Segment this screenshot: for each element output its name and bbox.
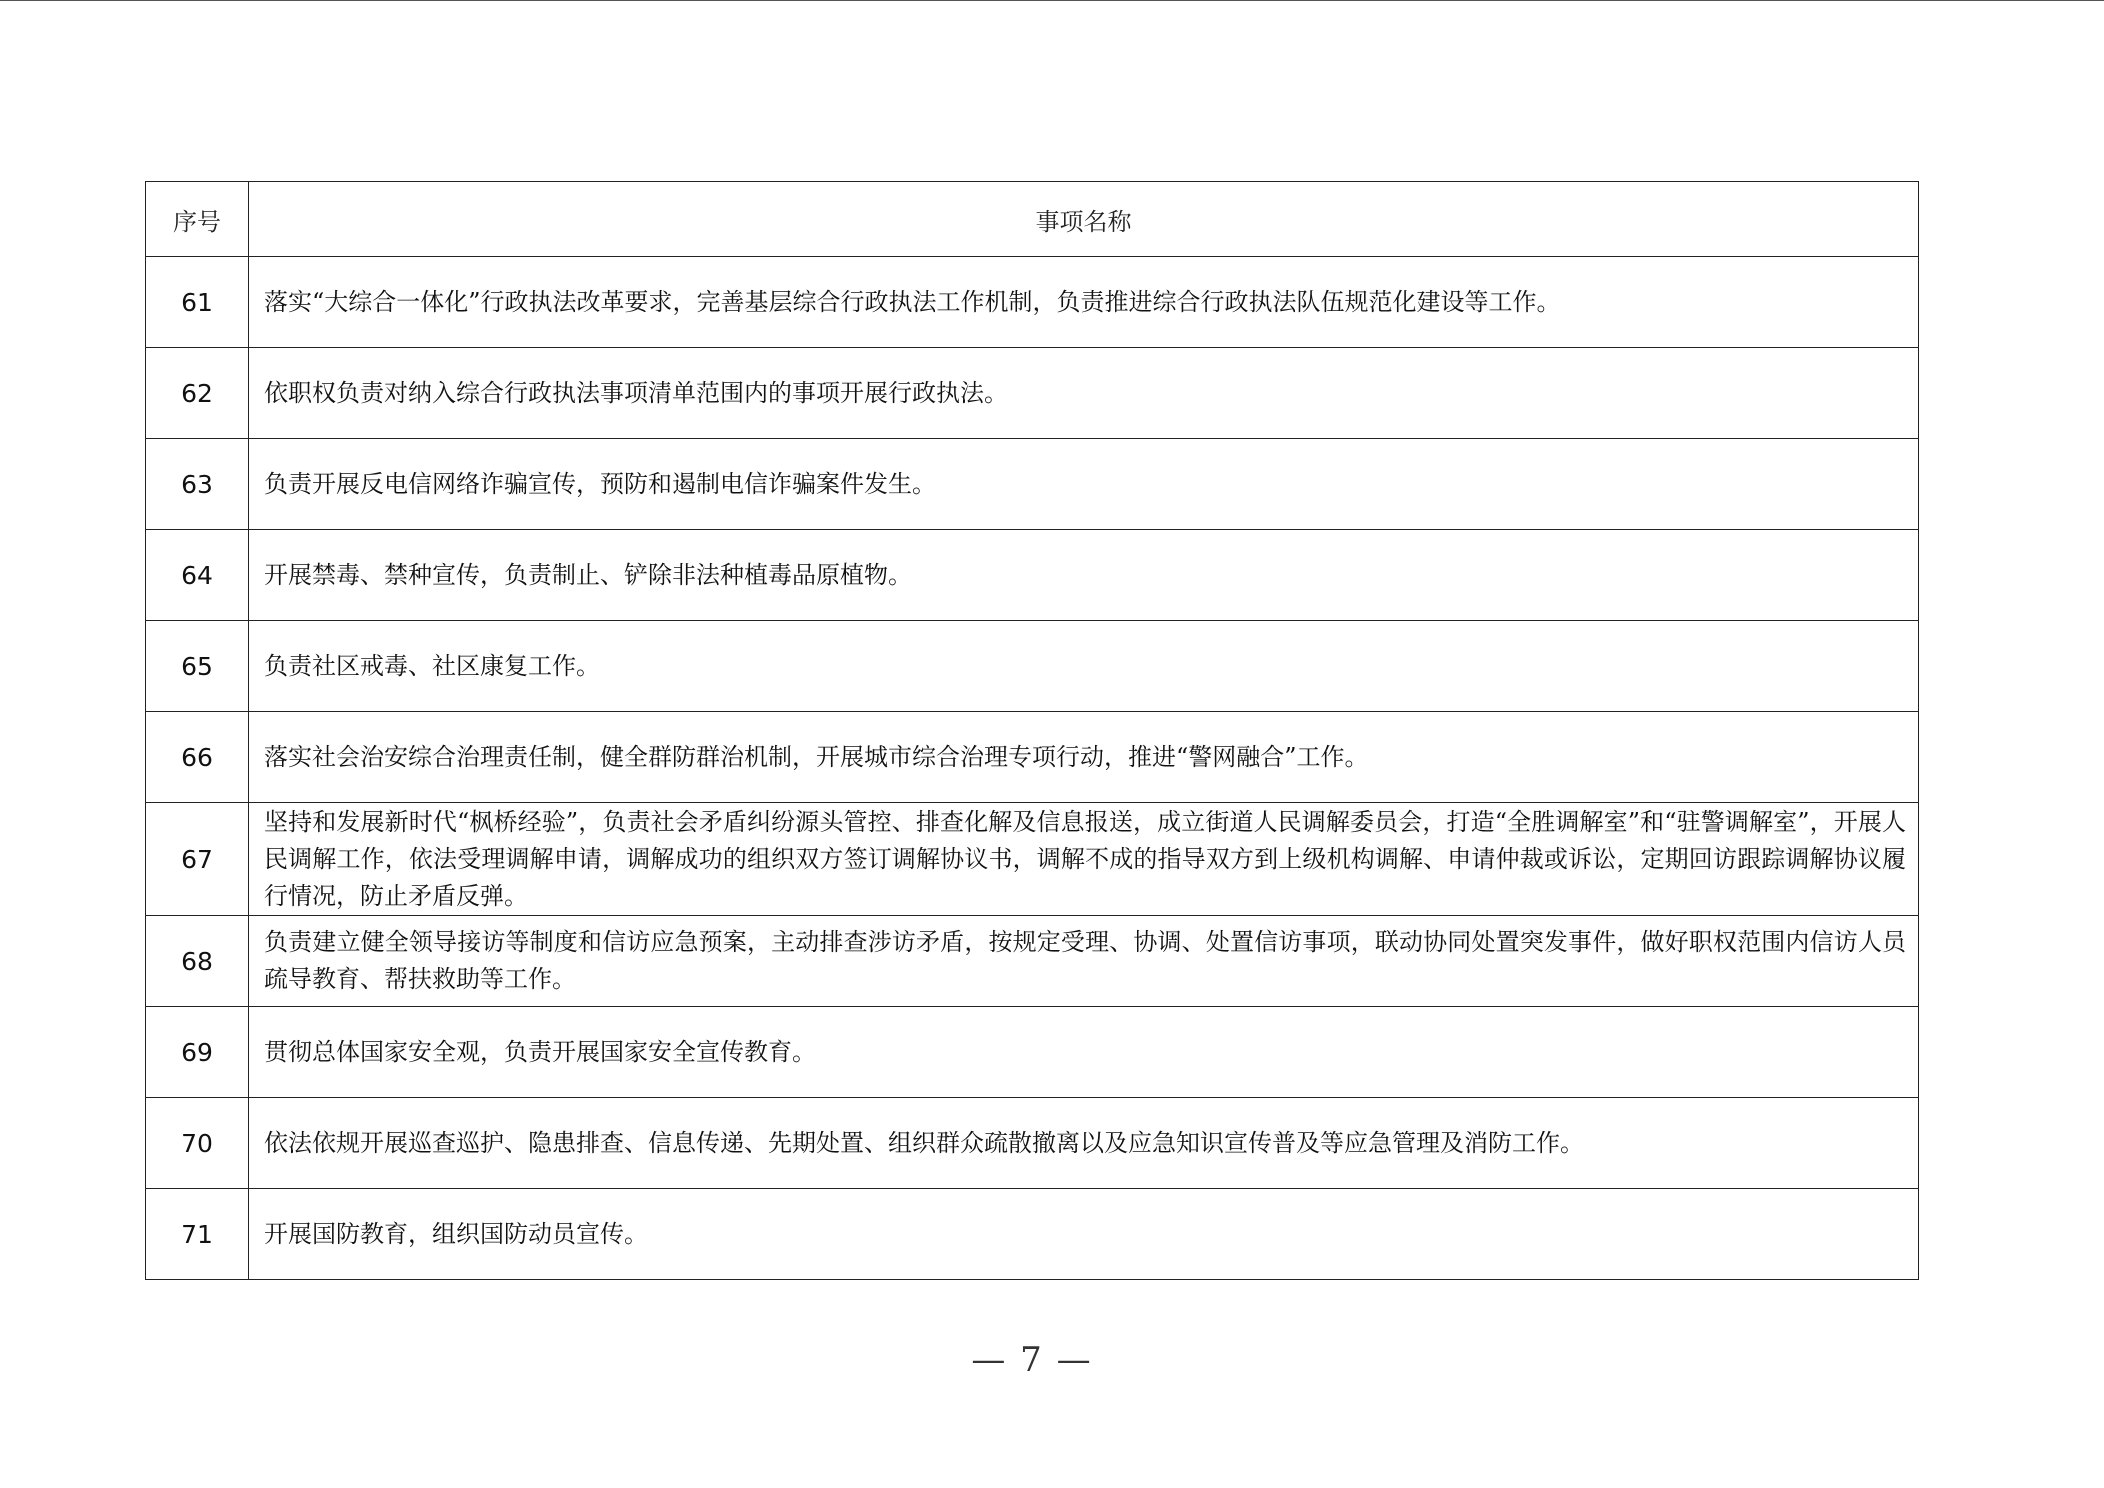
- row-item-text: 依法依规开展巡查巡护、隐患排查、信息传递、先期处置、组织群众疏散撤离以及应急知识宣传普及等应急管理及消防工作。: [249, 1098, 1919, 1189]
- row-seq: 70: [146, 1098, 249, 1189]
- row-seq: 65: [146, 621, 249, 712]
- row-item-text: 负责开展反电信网络诈骗宣传，预防和遏制电信诈骗案件发生。: [249, 439, 1919, 530]
- row-seq: 66: [146, 712, 249, 803]
- table-row: [146, 1189, 1919, 1280]
- row-seq: 64: [146, 530, 249, 621]
- row-item-text: 贯彻总体国家安全观，负责开展国家安全宣传教育。: [249, 1007, 1919, 1098]
- row-seq: 71: [146, 1189, 249, 1280]
- row-item-text: 开展禁毒、禁种宣传，负责制止、铲除非法种植毒品原植物。: [249, 530, 1919, 621]
- page-number: — 7 —: [971, 1340, 1093, 1380]
- table-header-row: [146, 182, 1919, 257]
- row-seq: 68: [146, 916, 249, 1007]
- duty-items-table: [145, 181, 1919, 1280]
- row-seq: 67: [146, 803, 249, 916]
- table-row: [146, 621, 1919, 712]
- table-row: [146, 803, 1919, 916]
- table-row: [146, 530, 1919, 621]
- row-seq: 69: [146, 1007, 249, 1098]
- row-item-text: 坚持和发展新时代“枫桥经验”，负责社会矛盾纠纷源头管控、排查化解及信息报送，成立街道人民调解委员会，打造“全胜调解室”和“驻警调解室”，开展人民调解工作，依法受理调解申请，调解成功的组织双方签订调解协议书，调解不成的指导双方到上级机构调解、申请仲裁或诉讼，定期回访跟踪调解协议履行情况，防止矛盾反弹。: [249, 803, 1919, 916]
- table-row: [146, 1098, 1919, 1189]
- header-item-name: 事项名称: [249, 182, 1919, 257]
- row-item-text: 依职权负责对纳入综合行政执法事项清单范围内的事项开展行政执法。: [249, 348, 1919, 439]
- row-seq: 62: [146, 348, 249, 439]
- table-row: [146, 1007, 1919, 1098]
- row-item-text: 落实“大综合一体化”行政执法改革要求，完善基层综合行政执法工作机制，负责推进综合行政执法队伍规范化建设等工作。: [249, 257, 1919, 348]
- table-row: [146, 916, 1919, 1007]
- row-item-text: 开展国防教育，组织国防动员宣传。: [249, 1189, 1919, 1280]
- row-item-text: 落实社会治安综合治理责任制，健全群防群治机制，开展城市综合治理专项行动，推进“警网融合”工作。: [249, 712, 1919, 803]
- table-row: [146, 348, 1919, 439]
- row-seq: 61: [146, 257, 249, 348]
- row-item-text: 负责建立健全领导接访等制度和信访应急预案，主动排查涉访矛盾，按规定受理、协调、处置信访事项，联动协同处置突发事件，做好职权范围内信访人员疏导教育、帮扶救助等工作。: [249, 916, 1919, 1007]
- header-seq: 序号: [146, 182, 249, 257]
- table-row: [146, 712, 1919, 803]
- row-item-text: 负责社区戒毒、社区康复工作。: [249, 621, 1919, 712]
- row-seq: 63: [146, 439, 249, 530]
- table-row: [146, 439, 1919, 530]
- top-border-line: [0, 0, 2104, 1]
- table-row: [146, 257, 1919, 348]
